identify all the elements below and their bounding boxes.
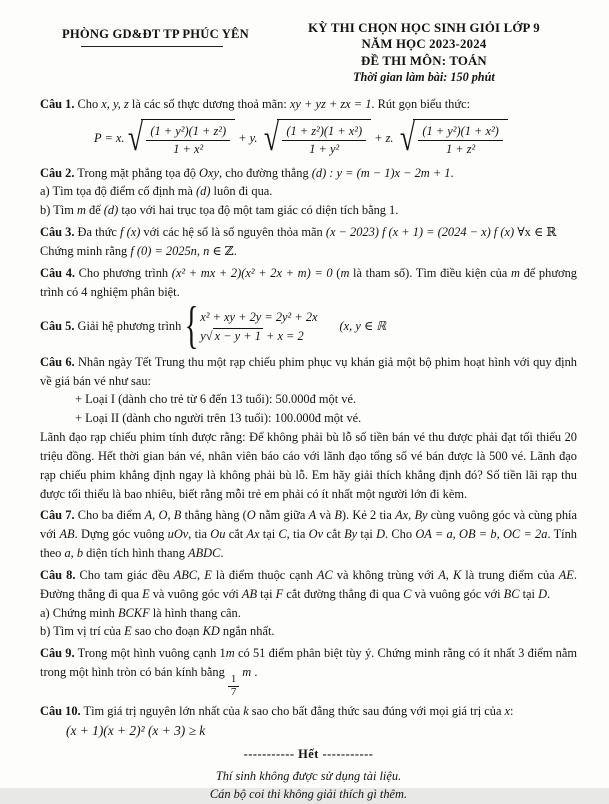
text-segment: : xyxy=(510,703,514,718)
text-segment: + Loại II (dành cho người trên 13 tuổi): 100.000đ một vé. xyxy=(75,411,362,426)
question-3-text xyxy=(40,223,577,242)
formula-operator-2: + z. xyxy=(374,130,394,145)
text-segment: BC xyxy=(503,586,520,601)
question-10-formula: (x + 1)(x + 2)² (x + 3) ≥ k xyxy=(66,723,206,739)
text-segment: tạo với hai trục tọa độ một tam giác có diện tích bằng 1. xyxy=(118,203,399,218)
text-segment: x xyxy=(504,703,511,718)
question-2-text xyxy=(40,164,577,183)
text-segment: KD xyxy=(202,624,220,639)
fraction-1 xyxy=(146,124,230,158)
text-segment: . Dựng góc vuông xyxy=(74,527,168,542)
text-segment: a) Chứng minh xyxy=(40,605,118,620)
text-segment: và xyxy=(316,508,335,523)
question-7-text xyxy=(40,506,577,563)
text-segment: ABDC xyxy=(188,546,221,561)
text-segment: ∈ ℤ. xyxy=(209,243,237,258)
text-segment: E xyxy=(124,624,132,639)
text-segment: uOv xyxy=(167,527,189,542)
question-2 xyxy=(40,164,577,221)
text-segment: ). Kẻ 2 tia xyxy=(341,508,396,523)
fraction-1-denominator: 1 + x² xyxy=(173,142,204,157)
header-right-column xyxy=(271,20,577,86)
radicand-3 xyxy=(413,119,507,158)
text-segment: ABC xyxy=(173,567,198,582)
question-4 xyxy=(40,264,577,302)
question-2-part-a xyxy=(40,182,577,201)
text-segment: Oxy xyxy=(199,165,219,180)
text-segment: (d) xyxy=(196,184,211,199)
text-segment: với các hệ số là số nguyên thỏa mãn xyxy=(140,225,326,240)
text-segment: Câu 7. xyxy=(40,508,75,523)
inline-sqrt xyxy=(206,328,263,343)
formula-operator-1: + y. xyxy=(238,130,258,145)
text-segment: OA = a, OB = b, OC = 2a xyxy=(415,527,548,542)
footer-rule-2: Cán bộ coi thi không giải thích gì thêm. xyxy=(209,786,408,801)
inline-fraction-denominator: 7 xyxy=(230,686,237,699)
equation-2-prefix: y xyxy=(200,329,206,344)
text-segment: m xyxy=(510,265,520,280)
question-9 xyxy=(40,644,577,698)
question-6-ticket-type-1 xyxy=(40,390,577,409)
text-segment: tại xyxy=(519,586,539,601)
fraction-3 xyxy=(418,124,502,158)
question-6-paragraph-2 xyxy=(40,428,577,503)
text-segment: Cho xyxy=(74,96,102,111)
text-segment: , xyxy=(445,567,453,582)
text-segment: Câu 1. xyxy=(40,96,75,111)
text-segment: ngắn nhất. xyxy=(219,624,275,639)
text-segment: sao cho đoạn xyxy=(131,624,203,639)
inline-fraction xyxy=(228,674,239,698)
text-segment: n xyxy=(203,243,210,258)
exam-duration: Thời gian làm bài: 150 phút xyxy=(353,70,495,85)
text-segment: A, O, B xyxy=(144,508,182,523)
text-segment: Câu 2. xyxy=(40,165,75,180)
text-segment: Cho ba điểm xyxy=(74,508,145,523)
radicand-2 xyxy=(277,119,371,158)
sqrt-term-2 xyxy=(261,119,372,158)
text-segment: Trong mặt phẳng tọa độ xyxy=(74,165,200,180)
question-10-text xyxy=(40,702,577,721)
text-segment: thẳng hàng ( xyxy=(181,508,247,523)
text-segment: và vuông góc với xyxy=(411,586,504,601)
text-segment: luôn đi qua. xyxy=(210,184,273,199)
issuing-office-name: PHÒNG GD&ĐT TP PHÚC YÊN xyxy=(62,25,249,44)
text-segment: là điểm thuộc cạnh xyxy=(211,567,317,582)
footer-rule-1: Thí sinh không được sử dụng tài liệu. xyxy=(215,768,402,783)
text-segment: , cho đường thẳng xyxy=(219,165,312,180)
text-segment: Câu 8. xyxy=(40,567,76,582)
question-6-text xyxy=(40,353,577,391)
text-segment: AC xyxy=(316,567,333,582)
text-segment: Câu 6. xyxy=(40,354,75,369)
sqrt-term-1 xyxy=(125,119,236,158)
text-segment: Cho phương trình xyxy=(75,265,172,280)
text-segment: AB xyxy=(241,586,258,601)
text-segment: . xyxy=(450,165,454,180)
text-segment: BCKF xyxy=(117,605,150,620)
fraction-3-denominator: 1 + z² xyxy=(445,142,476,157)
text-segment: Câu 9. xyxy=(40,646,75,661)
text-segment: Ov xyxy=(308,527,324,542)
text-segment: là trung điểm của xyxy=(461,567,559,582)
question-9-text xyxy=(40,644,577,698)
text-segment: để phương trình có 4 nghiệm phân biệt. xyxy=(40,265,577,299)
question-8 xyxy=(40,566,577,641)
text-segment: tại xyxy=(257,586,276,601)
question-8-text xyxy=(40,566,577,604)
text-segment: + Loại I (dành cho trẻ từ 6 đến 13 tuổi): 50.000đ một vé. xyxy=(75,392,357,407)
text-segment: xy + yz + zx = 1 xyxy=(289,96,372,111)
text-segment: x, y, z xyxy=(101,96,129,111)
text-segment: , tia xyxy=(188,527,211,542)
inline-fraction-numerator: 1 xyxy=(228,674,239,686)
text-segment: là hình thang cân. xyxy=(149,605,241,620)
question-3 xyxy=(40,223,577,261)
question-8-part-b xyxy=(40,622,577,641)
text-segment: nằm giữa xyxy=(255,508,309,523)
radical-icon: √ xyxy=(263,117,279,160)
radical-icon: √ xyxy=(205,329,213,344)
text-segment: By xyxy=(344,527,358,542)
header-left-column xyxy=(40,20,271,86)
text-segment: C xyxy=(278,527,287,542)
radical-icon: √ xyxy=(399,117,415,160)
text-segment: AB xyxy=(59,527,75,542)
equation-system xyxy=(200,309,317,344)
text-segment: E xyxy=(142,586,150,601)
text-segment: f (x) xyxy=(120,225,141,240)
text-segment: F xyxy=(275,586,284,601)
text-segment: . Rút gọn biểu thức: xyxy=(371,96,471,111)
text-segment: để xyxy=(85,203,104,218)
question-1-formula xyxy=(94,119,577,158)
text-segment: D xyxy=(376,527,386,542)
inline-radicand: x − y + 1 xyxy=(214,329,261,344)
text-segment: A xyxy=(308,508,317,523)
text-segment: E xyxy=(204,567,212,582)
question-10 xyxy=(40,702,577,742)
question-9-text-post xyxy=(242,665,257,679)
text-segment: C xyxy=(403,586,412,601)
text-segment: Ou xyxy=(210,527,226,542)
text-segment: . xyxy=(251,665,258,680)
question-1-text xyxy=(40,95,577,114)
text-segment: Câu 10. xyxy=(40,703,81,718)
question-6 xyxy=(40,353,577,504)
sqrt-term-3 xyxy=(397,119,508,158)
fraction-3-numerator: (1 + y²)(1 + x²) xyxy=(418,124,502,142)
question-5-domain: (x, y ∈ ℝ xyxy=(339,319,387,334)
text-segment: m xyxy=(225,646,235,661)
text-segment: tại xyxy=(357,527,377,542)
text-segment: Đa thức xyxy=(74,225,121,240)
text-segment: Lãnh đạo rạp chiếu phim tính được rằng: Để không phải bù lỗ số tiền bán vé thu được phải đạt tối thiểu 20 triệu đồng. Hết thời gian bán vé, nhân viên báo cáo với lãnh đạo tổng số vé bán được là 500 vé. Lãnh đạo rạp chiếu phim khẳng định ngay là không phải bù lỗ. Em hãy giải thích khẳng định đó? Số tiền lãi rạp thu được tối thiểu là bao nhiêu, biết rằng mỗi trẻ em phải có ít nhất một người lớn đi kèm. xyxy=(40,430,577,501)
text-segment: . Tính theo xyxy=(40,527,577,561)
radical-icon: √ xyxy=(127,117,143,160)
text-segment: b) Tìm xyxy=(40,203,77,218)
fraction-1-numerator: (1 + y²)(1 + z²) xyxy=(146,124,230,142)
text-segment: Cho tam giác đều xyxy=(75,567,174,582)
question-5-label xyxy=(40,317,181,336)
text-segment: là các số thực dương thoả mãn: xyxy=(128,96,290,111)
text-segment: , tia xyxy=(286,527,309,542)
text-segment: B xyxy=(334,508,342,523)
text-segment: (d) : y = (m − 1)x − 2m + 1 xyxy=(311,165,451,180)
question-3-conclusion xyxy=(40,242,577,261)
text-segment: . Cho xyxy=(385,527,416,542)
fraction-2-numerator: (1 + z²)(1 + x²) xyxy=(282,124,366,142)
system-brace-icon: { xyxy=(184,297,199,355)
document-footer xyxy=(40,768,577,804)
text-segment: A xyxy=(438,567,446,582)
fraction-2-denominator: 1 + y² xyxy=(309,142,340,157)
text-segment: Chứng minh rằng xyxy=(40,243,131,258)
text-segment: tại xyxy=(259,527,279,542)
text-segment: ∀x ∈ ℝ xyxy=(514,225,557,240)
question-9-text-pre xyxy=(40,646,577,679)
radicand-1 xyxy=(141,119,235,158)
text-segment: AE xyxy=(558,567,574,582)
text-segment: cắt xyxy=(323,527,345,542)
question-6-ticket-type-2 xyxy=(40,409,577,428)
text-segment: a) Tìm tọa độ điểm cố định mà xyxy=(40,184,196,199)
text-segment: Trong một hình vuông cạnh 1 xyxy=(74,646,226,661)
text-segment: k xyxy=(243,703,249,718)
text-segment: f (0) = 2025n xyxy=(130,243,197,258)
text-segment: , xyxy=(196,243,204,258)
text-segment: và không trùng với xyxy=(332,567,439,582)
text-segment: Câu 3. xyxy=(40,225,75,240)
text-segment: diện tích hình thang xyxy=(83,546,188,561)
formula-lhs: P = x. xyxy=(94,130,125,145)
system-equation-1: x² + xy + 2y = 2y² + 2x xyxy=(200,309,318,324)
text-segment: Ax xyxy=(246,527,260,542)
question-7 xyxy=(40,506,577,563)
document-header xyxy=(40,20,577,86)
subject-title: ĐỀ THI MÔN: TOÁN xyxy=(361,53,487,68)
text-segment: Câu 4. xyxy=(40,265,75,280)
text-segment: Tìm giá trị nguyên lớn nhất của xyxy=(80,703,244,718)
exam-title: KỲ THI CHỌN HỌC SINH GIỎI LỚP 9 xyxy=(308,21,540,35)
text-segment: cắt đường thẳng đi qua xyxy=(283,586,404,601)
end-of-exam-marker: ----------- Hết ----------- xyxy=(243,746,374,761)
text-segment: m xyxy=(340,265,350,280)
question-4-text xyxy=(40,264,577,302)
system-equation-2 xyxy=(200,328,317,344)
text-segment: (d) xyxy=(103,203,119,218)
school-year: NĂM HỌC 2023-2024 xyxy=(361,37,487,52)
text-segment: . xyxy=(547,586,551,601)
fraction-2 xyxy=(282,124,366,158)
equation-2-suffix: + x = 2 xyxy=(262,329,304,344)
text-segment: cùng vuông góc và cùng phía với xyxy=(40,508,577,542)
text-segment: và vuông góc với xyxy=(149,586,242,601)
text-segment: a, b xyxy=(64,546,84,561)
text-segment: D xyxy=(538,586,548,601)
text-segment: Câu 5. xyxy=(40,319,75,334)
text-segment: Giải hệ phương trình xyxy=(74,319,182,334)
text-segment: là tham số). Tìm điều kiện của xyxy=(349,265,511,280)
text-segment: (x² + mx + 2)(x² + 2x + m) = 0 xyxy=(171,265,333,280)
text-segment: b) Tìm vị trí của xyxy=(40,624,125,639)
text-segment: . xyxy=(220,546,224,561)
text-segment: , xyxy=(197,567,205,582)
question-5 xyxy=(40,297,577,355)
text-segment: cắt xyxy=(225,527,247,542)
text-segment: O xyxy=(246,508,256,523)
question-1 xyxy=(40,95,577,158)
text-segment: K xyxy=(452,567,462,582)
text-segment: ( xyxy=(332,265,341,280)
text-segment: có 51 điểm phân biệt tùy ý. Chứng minh rằng có ít nhất 3 điểm nằm trong một hình tròn có bán kính bằng xyxy=(40,646,578,680)
question-2-part-b xyxy=(40,201,577,220)
text-segment: m xyxy=(242,665,252,680)
text-segment: m xyxy=(76,203,86,218)
text-segment: (x − 2023) f (x + 1) = (2024 − x) f (x) xyxy=(325,225,515,240)
question-8-part-a xyxy=(40,604,577,623)
text-segment: Nhân ngày Tết Trung thu một rạp chiếu phim phục vụ khán giả một bộ phim hoạt hình với quy định về giá bán vé như sau: xyxy=(40,354,577,388)
text-segment: . Đường thẳng đi qua xyxy=(40,567,577,601)
text-segment: Ax, By xyxy=(395,508,428,523)
text-segment: sao cho bất đẳng thức sau đúng với mọi giá trị của xyxy=(248,703,505,718)
